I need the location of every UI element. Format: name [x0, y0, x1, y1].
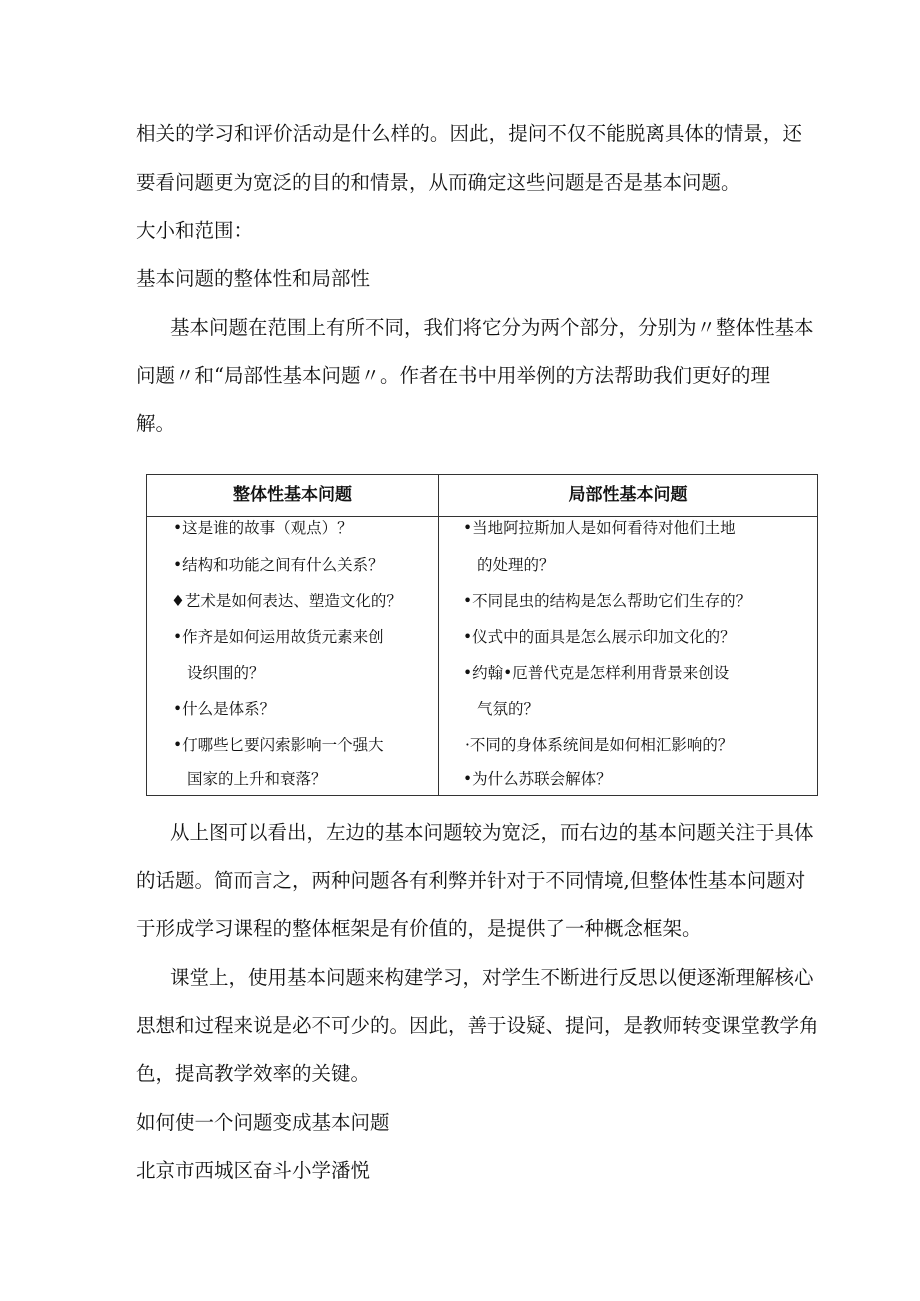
- paragraph-line: 相关的学习和评价活动是什么样的。因此，提问不仅不能脱离具体的情景，还: [136, 122, 802, 145]
- paragraph-line: 从上图可以看出，左边的基本问题较为宽泛，而右边的基本问题关注于具体: [170, 821, 814, 844]
- section-heading-scope: 大小和范围：: [136, 219, 254, 242]
- table-header-global: 整体性基本问题: [233, 485, 352, 505]
- table-cell-local: •仪式中的面具是怎么展示印加文化的？: [463, 628, 736, 646]
- table-cell-global: ♦艺术是如何表达、塑造文化的？: [171, 592, 402, 610]
- table-cell-local: •不同昆虫的结构是怎么帮助它们生存的？: [463, 592, 752, 610]
- table-cell-global: •这是谁的故事（观点）？: [173, 519, 353, 537]
- table-header-local: 局部性基本问题: [568, 485, 688, 505]
- table-cell-local: •为什么苏联会解体？: [463, 770, 612, 788]
- table-cell-local: •约翰•厄普代克是怎样利用背景来创设: [463, 664, 730, 682]
- table-cell-global: 设织围的？: [187, 664, 265, 682]
- table-cell-local: 的处理的？: [477, 556, 555, 574]
- author-line: 北京市西城区奋斗小学潘悦: [136, 1159, 371, 1182]
- paragraph-line: 色，提高教学效率的关键。: [136, 1062, 371, 1085]
- paragraph-line: 课堂上，使用基本问题来构建学习，对学生不断进行反思以便逐渐理解核心: [170, 966, 814, 989]
- table-cell-local: •当地阿拉斯加人是如何看待对他们土地: [463, 519, 736, 537]
- paragraph-line: 解。: [136, 412, 176, 435]
- table-header-divider: [147, 516, 817, 517]
- table-cell-local: ·不同的身体系统间是如何相汇影响的？: [465, 736, 734, 754]
- paragraph-line: 思想和过程来说是必不可少的。因此，善于设疑、提问，是教师转变课堂教学角: [136, 1014, 819, 1037]
- table-cell-global: •结构和功能之间有什么关系？: [173, 556, 384, 574]
- table-cell-global: •什么是体系？: [173, 700, 276, 718]
- paragraph-line: 的话题。简而言之，两种问题各有利弊并针对于不同情境,但整体性基本问题对: [136, 869, 806, 892]
- table-cell-global: 国家的上升和衰落？: [187, 770, 327, 788]
- paragraph-line: 于形成学习课程的整体框架是有价值的，是提供了一种概念框架。: [136, 917, 702, 940]
- table-cell-global: •作齐是如何运用故货元素来创: [173, 628, 384, 646]
- paragraph-line: 问题〃和“局部性基本问题〃。作者在书中用举例的方法帮助我们更好的理: [136, 364, 770, 387]
- table-cell-local: 气氛的？: [477, 700, 540, 718]
- paragraph-line: 基本问题在范围上有所不同，我们将它分为两个部分，分别为〃整体性基本: [170, 316, 814, 339]
- table-column-divider: [438, 475, 439, 795]
- section-heading-how: 如何使一个问题变成基本问题: [136, 1111, 390, 1134]
- question-comparison-table: [146, 474, 818, 796]
- section-heading-whole-part: 基本问题的整体性和局部性: [136, 267, 371, 290]
- table-cell-global: •仃哪些匕要闪索影响一个强大: [173, 736, 384, 754]
- paragraph-line: 要看问题更为宽泛的目的和情景，从而确定这些问题是否是基本问题。: [136, 171, 741, 194]
